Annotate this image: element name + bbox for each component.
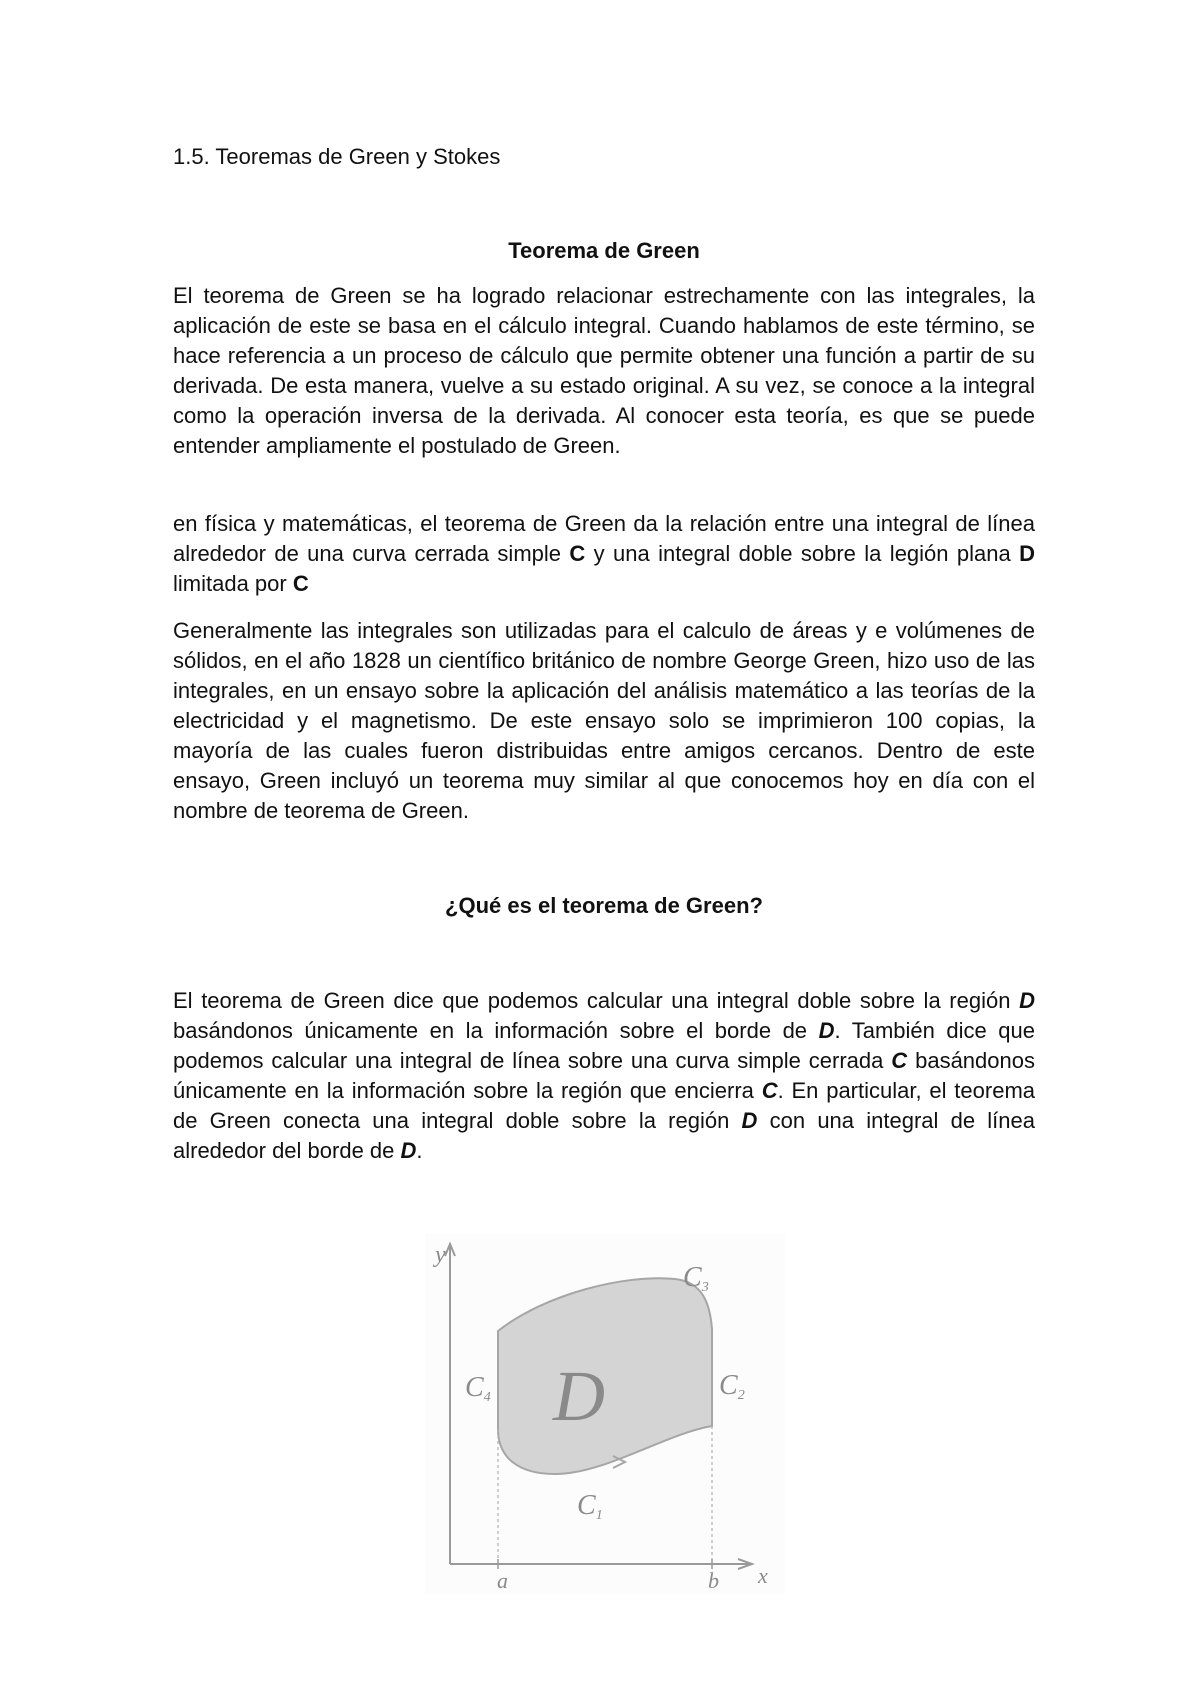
x-axis-label: x	[758, 1563, 768, 1588]
paragraph-definition: en física y matemáticas, el teorema de Green da la relación entre una integral de línea alrededor de una curva cerrada simple C y una integral doble sobre la legión plana D limitada por C	[173, 511, 1036, 596]
region-d-shape	[498, 1278, 712, 1474]
region-symbol: D	[400, 1138, 417, 1163]
heading-teorema-de-green: Teorema de Green	[508, 238, 700, 263]
curve-symbol: C	[891, 1048, 908, 1073]
paragraph-explanation: El teorema de Green dice que podemos calcular una integral doble sobre la región D basándonos únicamente en la información sobre el borde de D. También dice que podemos calcular una integral de línea sobre una curva simple cerrada C basándonos únicamente en la información sobre la región que encierra C. En particular, el teorema de Green conecta una integral doble sobre la región D con una integral de línea alrededor del borde de D.	[173, 988, 1035, 1163]
green-theorem-figure	[425, 1234, 785, 1594]
region-symbol: D	[741, 1108, 758, 1133]
region-symbol: D	[1019, 541, 1036, 566]
region-symbol: D	[1019, 988, 1035, 1013]
c2-label: C2	[719, 1370, 745, 1403]
curve-symbol: C	[292, 571, 309, 596]
region-d-label: D	[553, 1356, 605, 1436]
a-label: a	[497, 1568, 508, 1593]
curve-symbol: C	[761, 1078, 778, 1103]
c3-label: C3	[683, 1262, 709, 1295]
b-label: b	[708, 1568, 719, 1593]
region-symbol: D	[818, 1018, 835, 1043]
curve-symbol: C	[569, 541, 586, 566]
heading-que-es-teorema: ¿Qué es el teorema de Green?	[445, 893, 763, 918]
paragraph-history: Generalmente las integrales son utilizadas para el calculo de áreas y e volúmenes de sólidos, en el año 1828 un científico británico de nombre George Green, hizo uso de las integrales, en un ensayo sobre la aplicación del análisis matemático a las teorías de la electricidad y el magnetismo. De este ensayo solo se imprimieron 100 copias, la mayoría de las cuales fueron distribuidas entre amigos cercanos. Dentro de este ensayo, Green incluyó un teorema muy similar al que conocemos hoy en día con el nombre de teorema de Green.	[173, 618, 1035, 823]
green-theorem-diagram	[425, 1234, 785, 1594]
paragraph-intro: El teorema de Green se ha logrado relacionar estrechamente con las integrales, la aplicación de este se basa en el cálculo integral. Cuando hablamos de este término, se hace referencia a un proceso de cálculo que permite obtener una función a partir de su derivada. De esta manera, vuelve a su estado original. A su vez, se conoce a la integral como la operación inversa de la derivada. Al conocer esta teoría, es que se puede entender ampliamente el postulado de Green.	[173, 283, 1035, 458]
c4-label: C4	[465, 1372, 491, 1405]
c1-label: C1	[577, 1490, 603, 1523]
section-title: 1.5. Teoremas de Green y Stokes	[173, 144, 501, 169]
y-axis-label: y	[435, 1242, 446, 1268]
